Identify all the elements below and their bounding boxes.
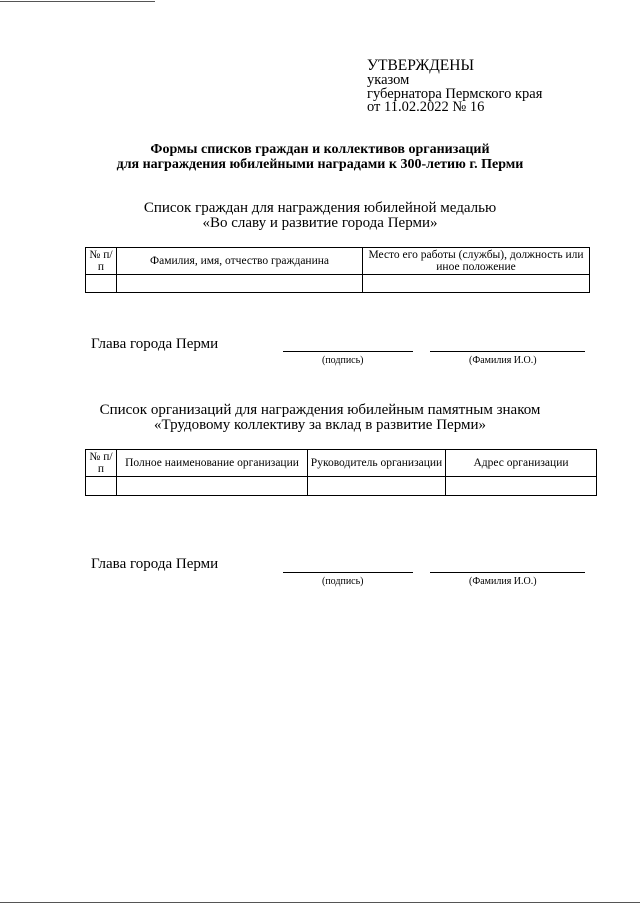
signature-line-2 xyxy=(283,572,413,573)
approval-line-2: губернатора Пермского края xyxy=(367,85,543,102)
column-header-number: № п/п xyxy=(86,450,117,477)
approval-heading: УТВЕРЖДЕНЫ xyxy=(367,57,474,74)
name-line-2 xyxy=(430,572,585,573)
table-cell xyxy=(446,477,597,496)
section1-caption-line-1: Список граждан для награждения юбилейной медалью xyxy=(143,200,497,216)
table-cell xyxy=(363,275,590,293)
section2-caption-line-1: Список организаций для награждения юбилейным памятным знаком xyxy=(99,402,541,418)
signature-label-1: Глава города Перми xyxy=(91,336,219,352)
column-header-full-name: Фамилия, имя, отчество гражданина xyxy=(117,248,363,275)
column-header-organization-head: Руководитель организации xyxy=(308,450,446,477)
section2-caption xyxy=(0,403,640,433)
approval-line-1: указом xyxy=(367,72,410,88)
signature-label-2: Глава города Перми xyxy=(91,556,219,572)
table-cell xyxy=(117,275,363,293)
signature-caption-1: (подпись) xyxy=(322,355,364,366)
table-cell xyxy=(86,477,117,496)
section2-caption-line-2: «Трудовому коллективу за вклад в развитие Перми» xyxy=(154,417,486,433)
name-line-1 xyxy=(430,351,585,352)
signature-line-1 xyxy=(283,351,413,352)
table-cell xyxy=(117,477,308,496)
section1-caption-line-2: «Во славу и развитие города Перми» xyxy=(202,215,438,231)
name-caption-2: (Фамилия И.О.) xyxy=(469,576,537,587)
approval-block xyxy=(367,58,542,115)
section1-caption xyxy=(0,201,640,231)
organizations-table-header-row xyxy=(86,450,597,477)
table-cell xyxy=(86,275,117,293)
document-title xyxy=(0,142,640,172)
scan-edge-top xyxy=(0,1,155,2)
column-header-number: № п/п xyxy=(86,248,117,275)
document-title-line-1: Формы списков граждан и коллективов организаций xyxy=(150,142,490,157)
document-title-line-2: для награждения юбилейными наградами к 300-летию г. Перми xyxy=(116,157,524,172)
column-header-organization-address: Адрес организации xyxy=(446,450,597,477)
organizations-table xyxy=(85,449,597,496)
name-caption-1: (Фамилия И.О.) xyxy=(469,355,537,366)
citizens-table-header-row xyxy=(86,248,590,275)
table-row xyxy=(86,477,597,496)
signature-caption-2: (подпись) xyxy=(322,576,364,587)
scan-edge-bottom xyxy=(0,902,640,903)
citizens-table xyxy=(85,247,590,293)
column-header-workplace: Место его работы (службы), должность или иное положение xyxy=(363,248,590,275)
table-cell xyxy=(308,477,446,496)
table-row xyxy=(86,275,590,293)
approval-line-3: от 11.02.2022 № 16 xyxy=(367,99,485,115)
column-header-organization-name: Полное наименование организации xyxy=(117,450,308,477)
